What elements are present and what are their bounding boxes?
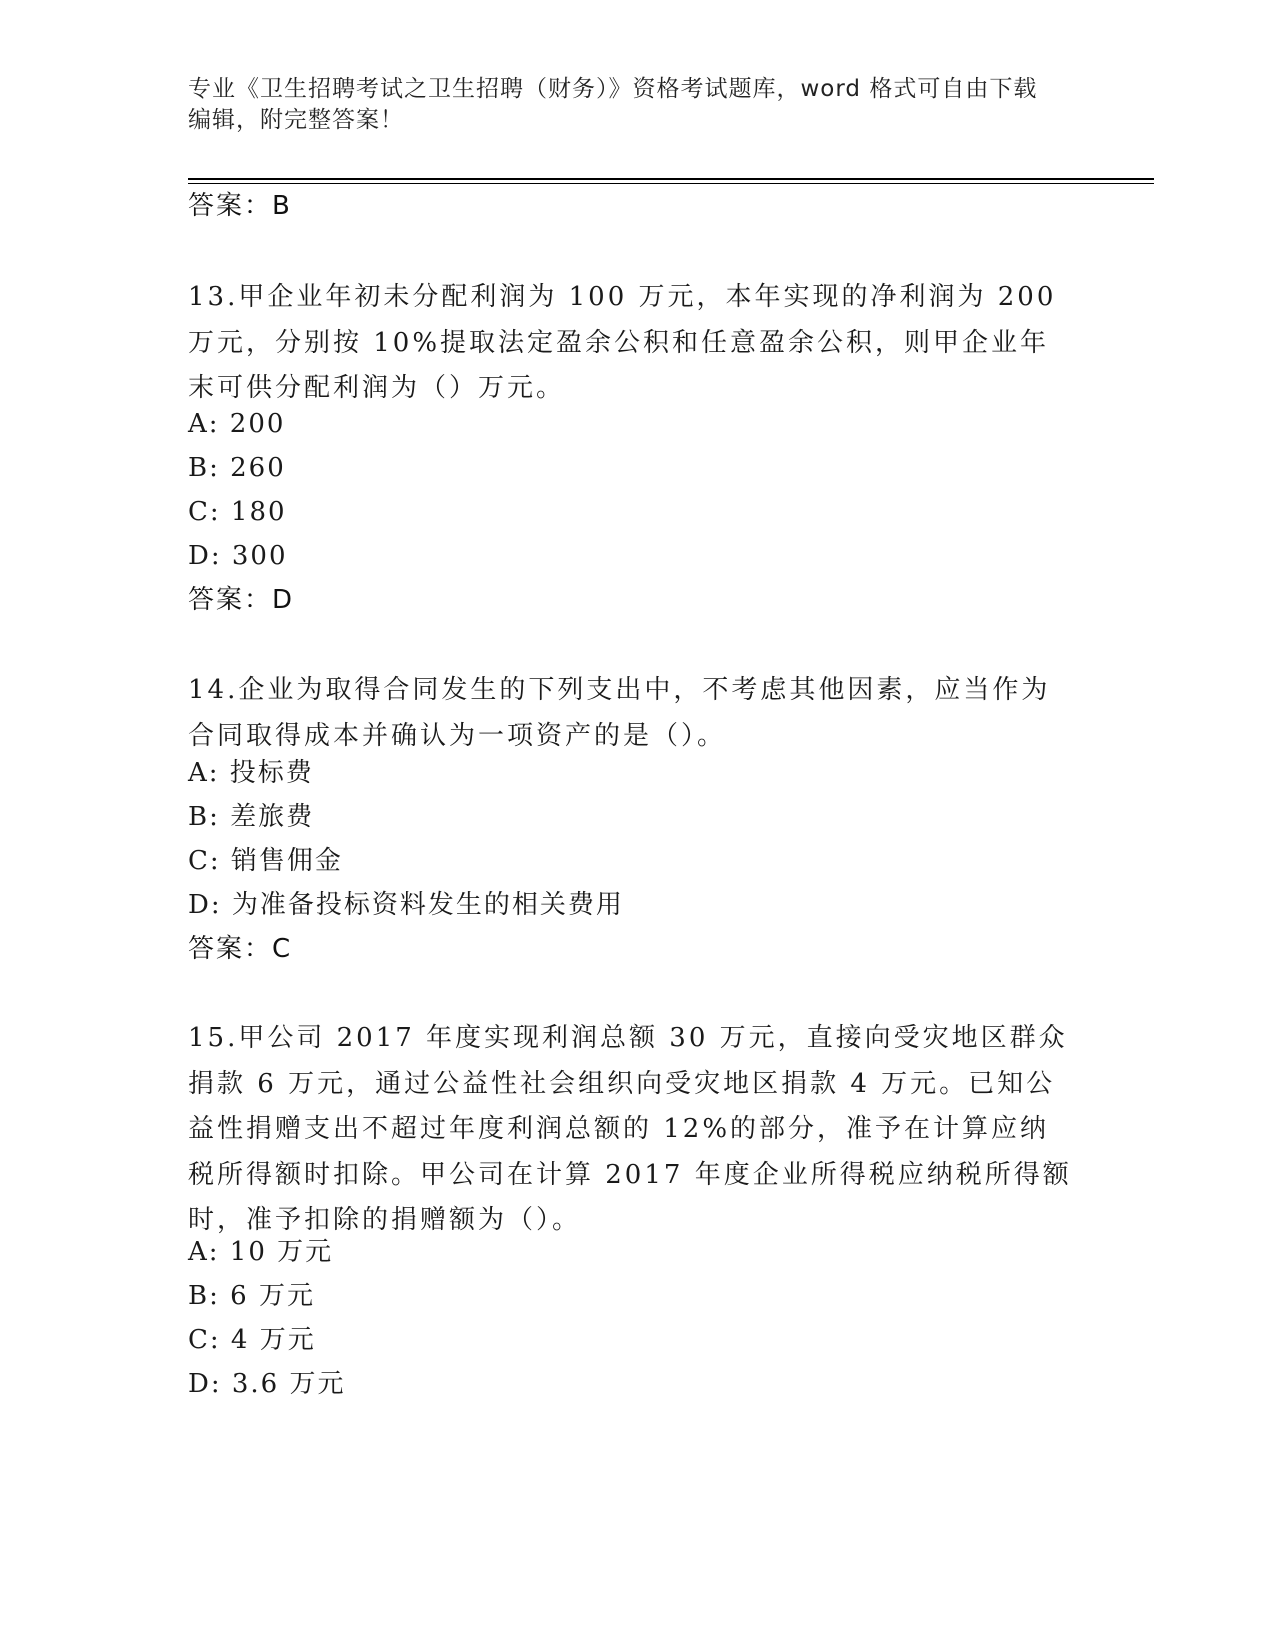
header-line-2: 编辑，附完整答案！ <box>188 107 404 133</box>
header-divider-thin <box>188 183 1154 184</box>
question-13-option-c: C: 180 <box>188 497 287 527</box>
question-13-text: 13.甲企业年初未分配利润为 100 万元，本年实现的净利润为 200 万元，分别按 10%提取法定盈余公积和任意盈余公积，则甲企业年末可供分配利润为（）万元。 <box>188 282 1057 403</box>
header-line-1: 专业《卫生招聘考试之卫生招聘（财务）》资格考试题库，word 格式可自由下载 <box>188 76 1038 102</box>
question-13-option-b: B: 260 <box>188 453 286 483</box>
question-14-option-a: A: 投标费 <box>188 758 314 788</box>
question-14-text: 14.企业为取得合同发生的下列支出中，不考虑其他因素，应当作为合同取得成本并确认为一项资产的是（）。 <box>188 675 1051 751</box>
answer-14: 答案：C <box>188 934 293 964</box>
header-divider <box>188 178 1154 180</box>
question-14-option-b: B: 差旅费 <box>188 802 315 832</box>
answer-13: 答案：D <box>188 585 295 615</box>
question-13-option-d: D: 300 <box>188 541 288 571</box>
question-13-option-a: A: 200 <box>188 409 286 439</box>
question-15-option-a: A: 10 万元 <box>188 1237 334 1267</box>
question-15-option-b: B: 6 万元 <box>188 1281 315 1311</box>
question-15-option-d: D: 3.6 万元 <box>188 1369 346 1399</box>
question-14-option-d: D: 为准备投标资料发生的相关费用 <box>188 890 624 920</box>
question-15-text: 15.甲公司 2017 年度实现利润总额 30 万元，直接向受灾地区群众捐款 6 万元，通过公益性社会组织向受灾地区捐款 4 万元。已知公益性捐赠支出不超过年度利润总额的 12%的部分，准予在计算应纳税所得额时扣除。甲公司在计算 2017 年度企业所得税应纳税所得额时，准予扣除的捐赠额为（）。 <box>188 1023 1072 1235</box>
answer-12: 答案：B <box>188 191 292 221</box>
question-14-option-c: C: 销售佣金 <box>188 846 343 876</box>
document-header <box>188 74 1088 136</box>
question-15-option-c: C: 4 万元 <box>188 1325 316 1355</box>
